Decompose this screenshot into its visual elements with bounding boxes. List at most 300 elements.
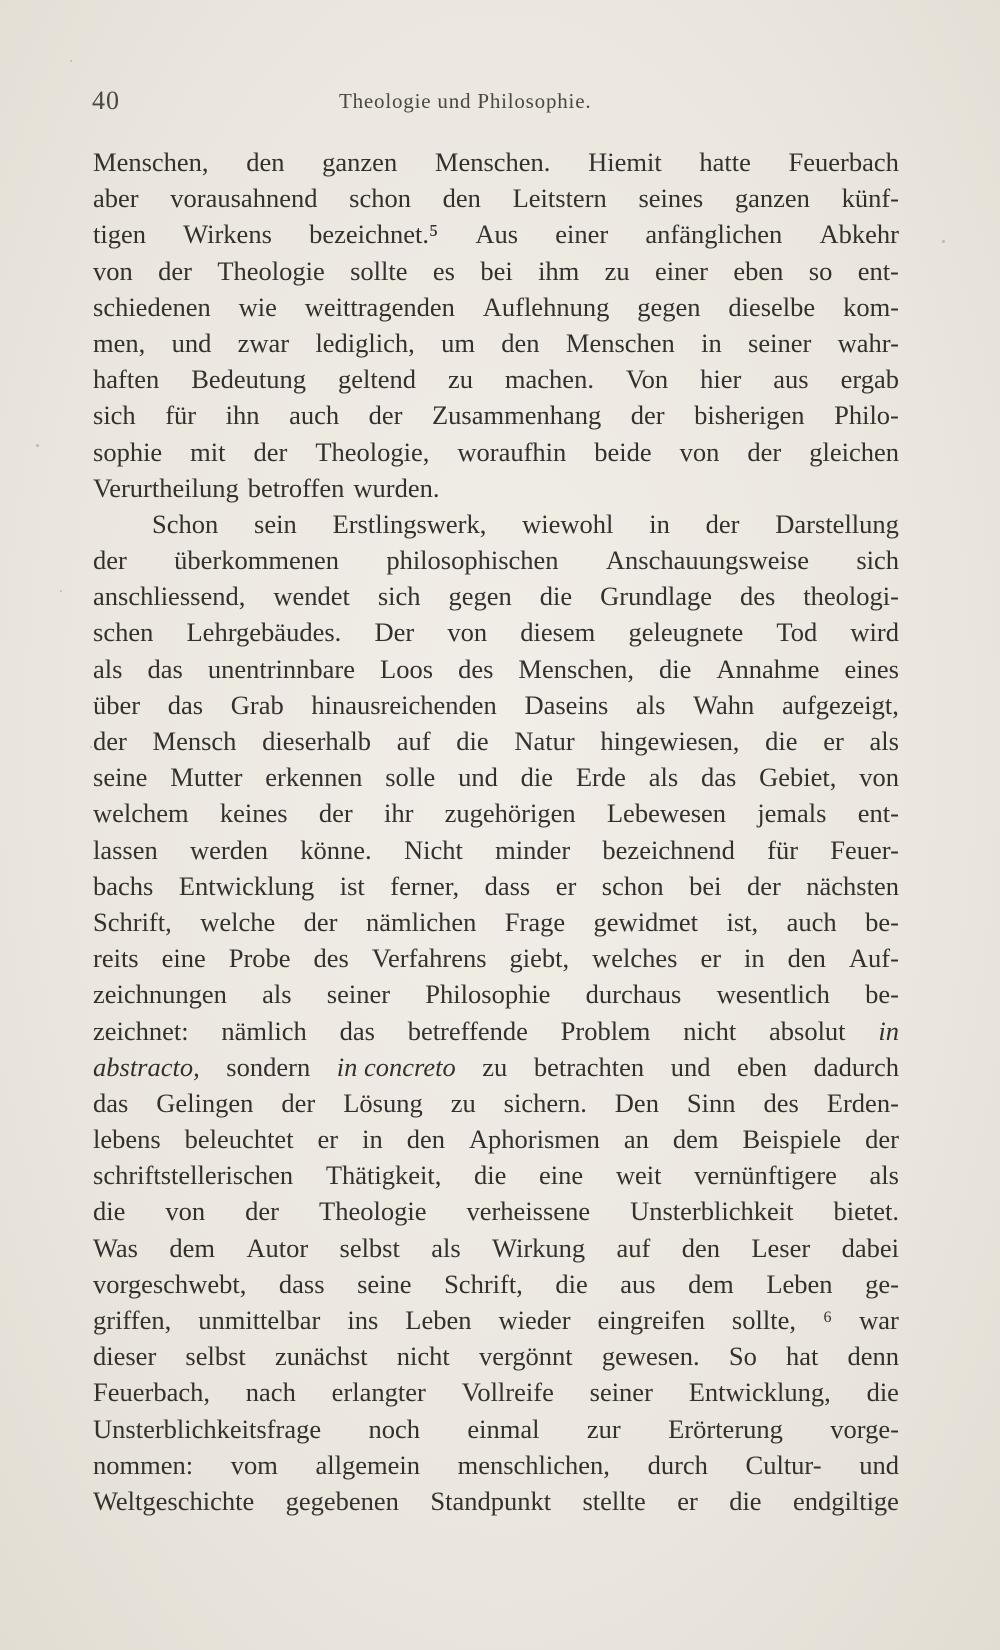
word: schen: [93, 617, 154, 648]
word: Cultur-: [745, 1449, 822, 1480]
word: seine: [93, 762, 148, 793]
word: es: [432, 255, 455, 286]
word: selbst: [185, 1341, 246, 1372]
text-line: [93, 1230, 899, 1266]
word: Wirkung: [492, 1232, 586, 1263]
word: die: [539, 581, 573, 612]
text-line: [93, 940, 899, 976]
word: Probe: [228, 943, 291, 974]
word: Autor: [246, 1232, 309, 1263]
word: nicht: [683, 1015, 737, 1046]
word: als: [93, 653, 123, 684]
word: ergab: [840, 364, 899, 395]
word: Schon: [152, 508, 219, 539]
word: er: [700, 943, 722, 974]
word: Wirkens: [183, 219, 272, 250]
word: anschliessend,: [93, 581, 246, 612]
paper-speck: [60, 590, 62, 592]
word: er: [823, 726, 844, 756]
word: auf: [616, 1232, 651, 1263]
word: Darstellung: [775, 508, 899, 539]
word: weittragenden: [304, 291, 455, 322]
word: Leser: [751, 1232, 811, 1263]
word: anfänglichen: [645, 219, 783, 250]
word: eingreifen: [597, 1305, 705, 1335]
word: ferner,: [390, 870, 460, 901]
text-line: [93, 1157, 899, 1193]
word: Menschen,: [93, 147, 209, 177]
word: Mensch: [152, 726, 237, 756]
word: griffen,: [93, 1305, 172, 1335]
word: gegen: [448, 581, 512, 612]
word: geleugnete: [628, 617, 744, 648]
word: Unsterblichkeitsfrage: [93, 1413, 322, 1444]
word: an: [623, 1124, 649, 1155]
word: betreffende: [407, 1015, 528, 1046]
word: der: [630, 400, 665, 431]
word: dass: [484, 870, 531, 901]
word: des: [313, 943, 349, 974]
word: seine: [357, 1268, 412, 1299]
word: betroffen: [247, 472, 345, 503]
word: kom-: [843, 291, 899, 322]
word: vorge-: [830, 1413, 899, 1444]
word: seiner: [748, 327, 812, 358]
word: Feuerbach,: [93, 1377, 210, 1408]
word: das: [147, 653, 183, 684]
word: aus: [773, 364, 809, 395]
word: diesem: [520, 617, 596, 648]
word: sondern: [226, 1051, 311, 1082]
word: der: [158, 255, 192, 286]
word: das: [167, 689, 204, 720]
word: zwar: [237, 327, 290, 358]
word: der: [746, 870, 781, 901]
word: bachs: [93, 870, 154, 901]
word: ins: [347, 1305, 379, 1335]
word: Lebewesen: [606, 798, 727, 829]
word: zu: [447, 364, 473, 395]
word: absolut: [769, 1015, 846, 1046]
word: zu: [482, 1051, 508, 1082]
word: sollte,: [731, 1305, 796, 1335]
word: lebens: [93, 1124, 161, 1155]
word: Menschen.: [434, 147, 551, 177]
word: keines: [219, 798, 288, 829]
word: in: [649, 508, 670, 539]
word: und: [171, 327, 212, 358]
word: Weltgeschichte: [93, 1485, 255, 1516]
word: ganzen: [734, 183, 810, 214]
word: zur: [586, 1413, 621, 1444]
word: der: [93, 545, 127, 576]
word: den: [681, 1232, 720, 1263]
paper-speck: [70, 60, 72, 62]
word: als: [648, 762, 679, 793]
word: als: [636, 689, 666, 720]
word: Leben: [405, 1305, 472, 1335]
word: ⁶: [822, 1305, 833, 1335]
word: Abkehr: [819, 219, 899, 250]
word: men,: [93, 327, 146, 358]
word: wieder: [498, 1305, 571, 1335]
word: dass: [278, 1268, 325, 1299]
text-line: [93, 1266, 899, 1302]
word: dadurch: [813, 1051, 899, 1082]
word: Unsterblichkeit: [630, 1196, 794, 1227]
text-line: [93, 795, 899, 831]
word: Anschauungsweise: [605, 545, 809, 576]
word: aufgezeigt,: [781, 689, 899, 720]
word: auch: [786, 906, 837, 937]
word: des: [763, 1087, 799, 1118]
word: künf-: [841, 183, 899, 214]
paper-speck: [90, 746, 92, 748]
word: Aphorismen: [468, 1124, 600, 1155]
word: Schrift,: [93, 906, 172, 937]
word: welchem: [93, 798, 189, 829]
word: der: [747, 436, 782, 467]
word: wahr-: [837, 327, 899, 358]
word: gewidmet: [593, 906, 699, 937]
word: ent-: [857, 798, 899, 829]
word: philosophischen: [386, 545, 559, 576]
word: werden: [190, 834, 269, 865]
word: lassen: [93, 834, 158, 865]
word: nämlichen: [365, 906, 477, 937]
word: dem: [672, 1124, 719, 1155]
word: menschlichen,: [457, 1449, 610, 1480]
text-line: [93, 289, 899, 325]
word: einer: [655, 255, 708, 286]
word: erlangter: [331, 1377, 426, 1408]
word: als: [869, 1160, 899, 1191]
word: tigen: [93, 219, 146, 250]
word: vorgeschwebt,: [93, 1268, 247, 1299]
word: er: [555, 870, 577, 901]
word: den: [442, 183, 481, 214]
word: der: [865, 1124, 899, 1155]
word: Lehrgebäudes.: [186, 617, 342, 648]
word: Grab: [230, 689, 284, 720]
word: von: [165, 1196, 206, 1227]
word: Erde: [575, 762, 626, 793]
text-line: [93, 651, 899, 687]
text-line: [93, 397, 899, 433]
word: über: [93, 689, 141, 720]
word: beleuchtet: [184, 1124, 294, 1155]
word: dieselbe: [728, 291, 816, 322]
word: wiewohl: [522, 508, 614, 539]
word: zunächst: [274, 1341, 368, 1372]
word: die: [474, 1160, 507, 1191]
word: gleichen: [809, 436, 899, 467]
word: für: [767, 834, 799, 865]
word: und: [458, 762, 498, 793]
word: Problem: [560, 1015, 651, 1046]
word: Daseins: [524, 689, 609, 720]
word: Gelingen: [156, 1087, 254, 1118]
text-line: [93, 976, 899, 1012]
word: zugehörigen: [444, 798, 576, 829]
word: Feuer-: [830, 834, 899, 865]
word: die: [729, 1485, 762, 1516]
word: den: [501, 327, 540, 358]
word: dem: [688, 1268, 734, 1299]
word: eben: [733, 255, 784, 286]
text-line: [93, 506, 899, 542]
word: in concreto: [336, 1051, 456, 1082]
word: auch: [289, 400, 340, 431]
word: der: [253, 436, 288, 467]
word: den: [246, 147, 285, 177]
word: vergönnt: [478, 1341, 573, 1372]
text-line: [93, 253, 899, 289]
word: in: [701, 327, 722, 358]
running-title: Theologie und Philosophie.: [339, 89, 592, 113]
word: die: [555, 1268, 588, 1299]
word: woraufhin: [457, 436, 567, 467]
word: ihr: [383, 798, 414, 829]
word: und: [859, 1449, 899, 1480]
word: be-: [865, 979, 899, 1010]
word: durchaus: [585, 979, 682, 1010]
word: hinausreichenden: [311, 689, 497, 720]
word: Gebiet,: [759, 762, 837, 793]
word: wesentlich: [716, 979, 830, 1010]
text-line: [93, 832, 899, 868]
word: vernünftigere: [694, 1160, 837, 1191]
word: theologi-: [803, 581, 899, 612]
word: Menschen: [565, 327, 675, 358]
word: Tod: [776, 617, 818, 648]
word: Philosophie: [425, 979, 551, 1010]
word: als: [262, 979, 292, 1010]
word: betrachten: [533, 1051, 645, 1082]
text-line: [93, 1302, 899, 1338]
word: gegen: [637, 291, 701, 322]
word: selbst: [339, 1232, 400, 1263]
word: Schrift,: [444, 1268, 523, 1299]
paper-speck: [942, 240, 945, 243]
word: eben: [737, 1051, 788, 1082]
word: einer: [555, 219, 609, 250]
text-line: [93, 1049, 899, 1085]
word: Natur: [514, 726, 575, 756]
word: einmal: [467, 1413, 540, 1444]
word: hier: [700, 364, 742, 395]
word: Leben: [766, 1268, 833, 1299]
word: Was: [93, 1232, 138, 1263]
word: aber: [93, 183, 139, 214]
word: dem: [169, 1232, 215, 1263]
word: Auflehnung: [482, 291, 610, 322]
word: nicht: [396, 1341, 450, 1372]
word: Entwicklung: [178, 870, 315, 901]
word: Verurtheilung: [93, 472, 239, 503]
word: geltend: [337, 364, 416, 395]
word: sophie: [93, 436, 163, 467]
word: die: [866, 1377, 899, 1408]
word: zeichnet:: [93, 1015, 189, 1046]
word: seines: [638, 183, 704, 214]
text-line: [93, 361, 899, 397]
word: nach: [245, 1377, 296, 1408]
word: welches: [592, 943, 678, 974]
word: noch: [368, 1413, 421, 1444]
word: Verfahrens: [371, 943, 487, 974]
word: Vollreife: [461, 1377, 554, 1408]
text-line: [93, 687, 899, 723]
word: Theologie: [319, 1196, 427, 1227]
word: Erörterung: [668, 1413, 783, 1444]
word: Der: [374, 617, 415, 648]
word: ge-: [865, 1268, 899, 1299]
text-line: [93, 723, 899, 759]
word: so: [808, 255, 833, 286]
word: sich: [856, 545, 899, 576]
word: welche: [200, 906, 276, 937]
word: Standpunkt: [430, 1485, 552, 1516]
word: Leitstern: [512, 183, 607, 214]
word: in: [878, 1015, 899, 1046]
word: hat: [785, 1341, 819, 1372]
word: das: [700, 762, 737, 793]
word: Theologie,: [315, 436, 430, 467]
word: von: [679, 436, 720, 467]
word: von: [93, 255, 133, 286]
word: dieserhalb: [262, 726, 372, 756]
word: und: [670, 1051, 711, 1082]
word: zeichnungen: [93, 979, 227, 1010]
word: schiedenen: [93, 291, 211, 322]
word: dieser: [93, 1341, 157, 1372]
word: als: [431, 1232, 461, 1263]
word: hingewiesen,: [600, 726, 740, 756]
word: schon: [349, 183, 411, 214]
word: Bedeutung: [191, 364, 306, 395]
word: bisherigen: [694, 400, 805, 431]
word: das: [339, 1015, 375, 1046]
word: nächsten: [806, 870, 899, 901]
word: endgiltige: [792, 1485, 899, 1516]
word: den: [787, 943, 826, 974]
word: wie: [238, 291, 277, 322]
word: solle: [385, 762, 436, 793]
word: ihn: [225, 400, 260, 431]
word: Beispiele: [742, 1124, 842, 1155]
word: gewesen.: [601, 1341, 700, 1372]
word: das: [93, 1087, 129, 1118]
word: den: [406, 1124, 445, 1155]
text-line: [93, 614, 899, 650]
body-text: [93, 144, 899, 1519]
word: denn: [847, 1341, 899, 1372]
word: abstracto,: [93, 1051, 200, 1082]
word: könne.: [300, 834, 372, 865]
word: minder: [495, 834, 571, 865]
word: die: [520, 762, 554, 793]
word: überkommenen: [174, 545, 339, 576]
word: vom: [230, 1449, 278, 1480]
word: als: [869, 726, 899, 756]
word: er: [317, 1124, 339, 1155]
word: Von: [625, 364, 669, 395]
word: wendet: [273, 581, 350, 612]
text-line: [93, 325, 899, 361]
word: des: [458, 653, 494, 684]
word: in: [362, 1124, 383, 1155]
word: sich: [377, 581, 421, 612]
word: dabei: [841, 1232, 899, 1263]
word: Erstlingswerk,: [332, 508, 487, 539]
word: Lösung: [343, 1087, 423, 1118]
word: bei: [689, 870, 722, 901]
word: bei: [480, 255, 513, 286]
word: Wahn: [693, 689, 755, 720]
text-line: [93, 1483, 899, 1519]
word: zu: [450, 1087, 476, 1118]
word: unmittelbar: [198, 1305, 321, 1335]
word: Zusammenhang: [432, 400, 602, 431]
text-line: [93, 180, 899, 216]
word: Frage: [504, 906, 566, 937]
word: hatte: [699, 147, 751, 177]
word: der: [245, 1196, 279, 1227]
word: seiner: [589, 1377, 653, 1408]
word: in: [744, 943, 765, 974]
word: Mutter: [170, 762, 243, 793]
word: für: [165, 400, 197, 431]
word: Annahme: [716, 653, 820, 684]
text-line: [93, 144, 899, 180]
word: bezeichnend: [602, 834, 735, 865]
word: der: [705, 508, 740, 539]
word: unentrinnbare: [207, 653, 355, 684]
word: Thätigkeit,: [325, 1160, 442, 1191]
word: ganzen: [322, 147, 398, 177]
word: seiner: [326, 979, 391, 1010]
text-line: [93, 1085, 899, 1121]
text-line: [93, 759, 899, 795]
word: Aus: [475, 219, 519, 250]
word: sichern.: [503, 1087, 587, 1118]
word: Grundlage: [600, 581, 712, 612]
text-line: [93, 904, 899, 940]
word: der: [281, 1087, 316, 1118]
word: der: [303, 906, 338, 937]
word: auf: [396, 726, 431, 756]
text-line: [93, 1121, 899, 1157]
word: der: [318, 798, 353, 829]
word: lediglich,: [315, 327, 415, 358]
word: zu: [604, 255, 630, 286]
page-header: [92, 86, 900, 116]
word: wird: [850, 617, 899, 648]
word: giebt,: [509, 943, 570, 974]
text-line: [93, 1013, 899, 1049]
paper-speck: [36, 444, 39, 447]
word: ist,: [726, 906, 759, 937]
word: nommen:: [93, 1449, 194, 1480]
word: weit: [615, 1160, 662, 1191]
word: jemals: [757, 798, 827, 829]
word: Feuerbach: [788, 147, 899, 177]
word: sein: [254, 508, 297, 539]
text-line: [93, 1374, 899, 1410]
word: Sinn: [686, 1087, 736, 1118]
word: die: [659, 653, 692, 684]
